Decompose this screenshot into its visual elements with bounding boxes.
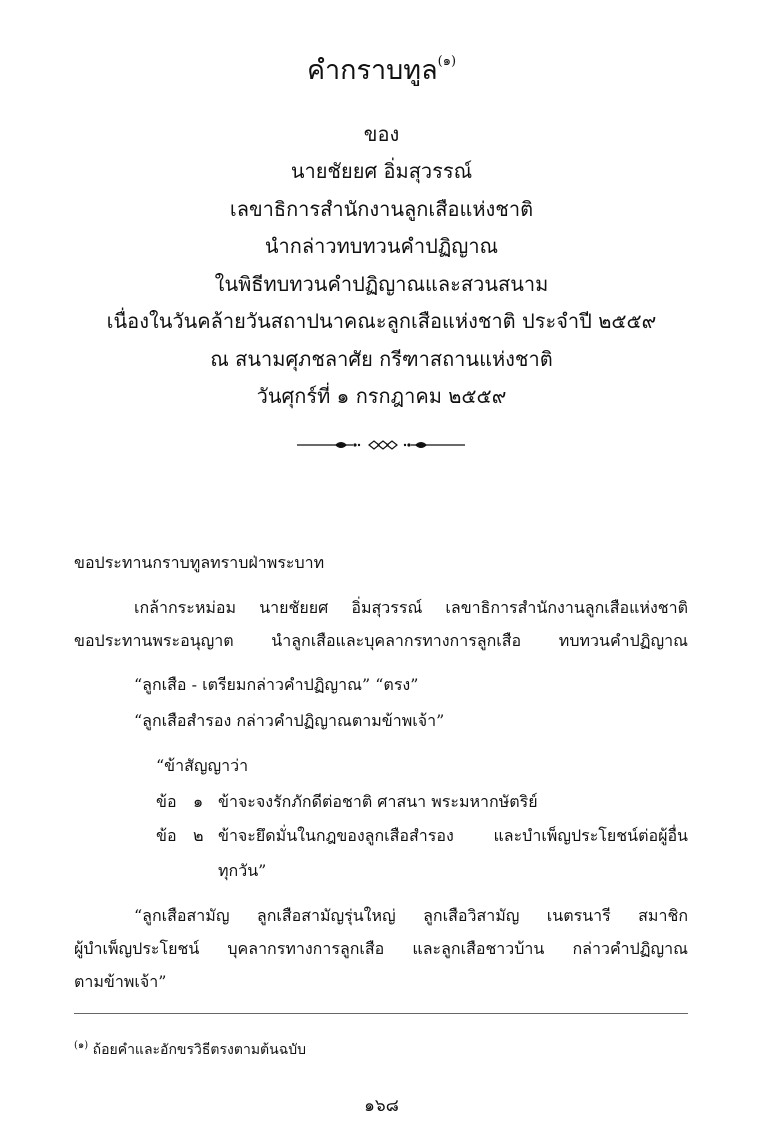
- header-line-name: นายชัยยศ อิ่มสุวรรณ์: [290, 159, 473, 183]
- command-prepare: “ลูกเสือ - เตรียมกล่าวคำปฏิญาณ” “ตรง”: [134, 675, 419, 694]
- footnote-mark: (๑): [74, 1040, 89, 1051]
- title-footnote-mark: (๑): [437, 54, 457, 69]
- command-cub-scouts: “ลูกเสือสำรอง กล่าวคำปฏิญาณตามข้าพเจ้า”: [134, 711, 445, 730]
- page-number: ๑๖๘: [364, 1096, 399, 1116]
- oath-continuation: ทุกวัน”: [218, 861, 267, 880]
- ornament-divider: [295, 437, 467, 453]
- oath-item-label: ข้อ: [156, 826, 177, 845]
- oath-item-text: ข้าจะจงรักภักดีต่อชาติ ศาสนา พระมหากษัตริย์: [218, 792, 538, 811]
- footnote-divider: [74, 1013, 688, 1014]
- header-line-ceremony: ในพิธีทบทวนคำปฏิญาณและสวนสนาม: [214, 272, 549, 296]
- page-title: [0, 48, 763, 91]
- header-line-occasion: เนื่องในวันคล้ายวันสถาปนาคณะลูกเสือแห่งชาติ ประจำปี ๒๕๕๙: [106, 309, 657, 333]
- oath-item-label: ข้อ: [156, 792, 177, 811]
- header-line-position: เลขาธิการสำนักงานลูกเสือแห่งชาติ: [229, 197, 534, 221]
- salutation: ขอประทานกราบทูลทราบฝ่าพระบาท: [74, 553, 325, 572]
- header-line-of: ของ: [363, 122, 400, 146]
- para1-line2: ขอประทานพระอนุญาต นำลูกเสือและบุคลากรทางการลูกเสือ ทบทวนคำปฏิญาณ: [74, 631, 688, 650]
- footnote: [74, 1038, 306, 1061]
- header-line-date: วันศุกร์ที่ ๑ กรกฎาคม ๒๕๕๙: [256, 384, 507, 408]
- oath-item-number: ๒: [193, 826, 204, 845]
- oath-item-number: ๑: [193, 792, 204, 811]
- footnote-text: ถ้อยคำและอักขรวิธีตรงตามต้นฉบับ: [92, 1042, 307, 1058]
- oath-item-text: ข้าจะยึดมั่นในกฎของลูกเสือสำรอง และบำเพ็ญประโยชน์ต่อผู้อื่น: [218, 826, 688, 845]
- title-text: คำกราบทูล: [306, 55, 438, 86]
- para2-line3: ตามข้าพเจ้า”: [74, 972, 167, 991]
- para1-line1: เกล้ากระหม่อม นายชัยยศ อิ่มสุวรรณ์ เลขาธิการสำนักงานลูกเสือแห่งชาติ: [134, 598, 688, 617]
- header-line-role: นำกล่าวทบทวนคำปฏิญาณ: [264, 234, 499, 258]
- para2-line2: ผู้บำเพ็ญประโยชน์ บุคลากรทางการลูกเสือ และลูกเสือชาวบ้าน กล่าวคำปฏิญาณ: [74, 939, 688, 958]
- header-line-venue: ณ สนามศุภชลาศัย กรีฑาสถานแห่งชาติ: [210, 347, 553, 371]
- para2-line1: “ลูกเสือสามัญ ลูกเสือสามัญรุ่นใหญ่ ลูกเสือวิสามัญ เนตรนารี สมาชิก: [134, 906, 688, 925]
- oath-intro: “ข้าสัญญาว่า: [156, 756, 249, 775]
